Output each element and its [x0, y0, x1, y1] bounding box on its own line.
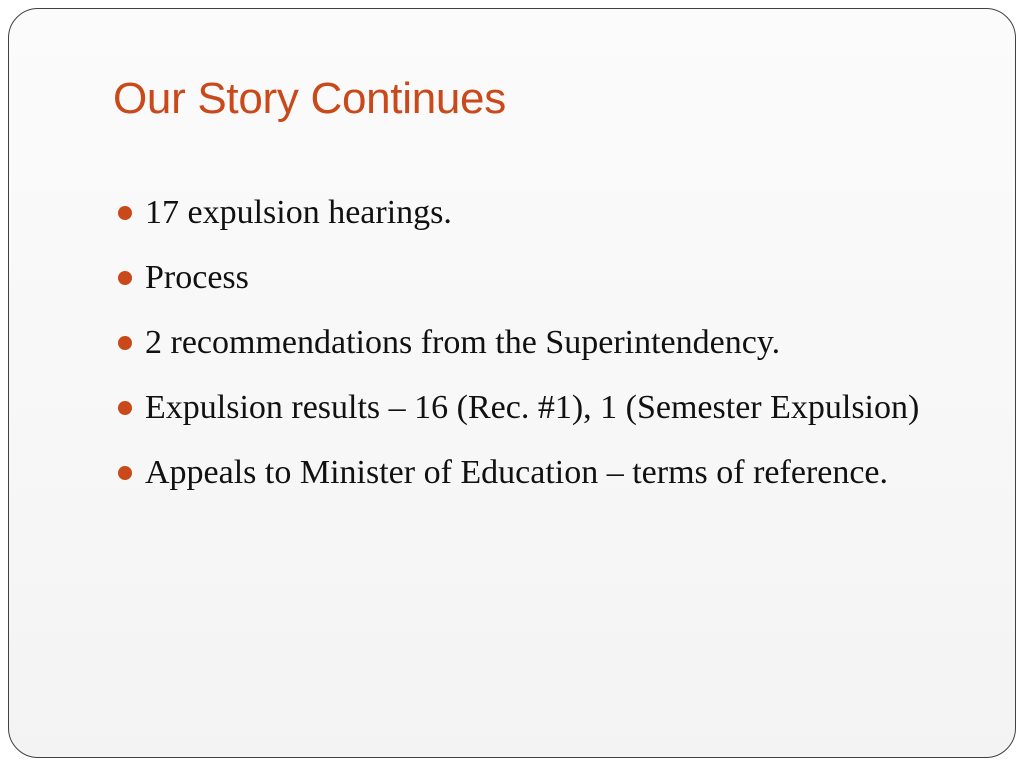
- bullet-icon: [118, 271, 132, 285]
- bullet-text: 2 recommendations from the Superintendency.: [145, 324, 781, 361]
- bullet-item: [113, 383, 933, 433]
- bullet-icon: [118, 401, 132, 415]
- bullet-list: [113, 188, 933, 513]
- bullet-item: [113, 253, 933, 303]
- bullet-text: Appeals to Minister of Education – terms of reference.: [145, 454, 889, 491]
- slide-title: Our Story Continues: [113, 74, 506, 123]
- bullet-icon: [118, 336, 132, 350]
- bullet-text: Process: [145, 259, 249, 296]
- bullet-item: [113, 318, 933, 368]
- bullet-icon: [118, 206, 132, 220]
- bullet-item: [113, 188, 933, 238]
- bullet-icon: [118, 466, 132, 480]
- bullet-text: 17 expulsion hearings.: [145, 194, 452, 231]
- bullet-item: [113, 448, 933, 498]
- bullet-text: Expulsion results – 16 (Rec. #1), 1 (Semester Expulsion): [145, 389, 920, 426]
